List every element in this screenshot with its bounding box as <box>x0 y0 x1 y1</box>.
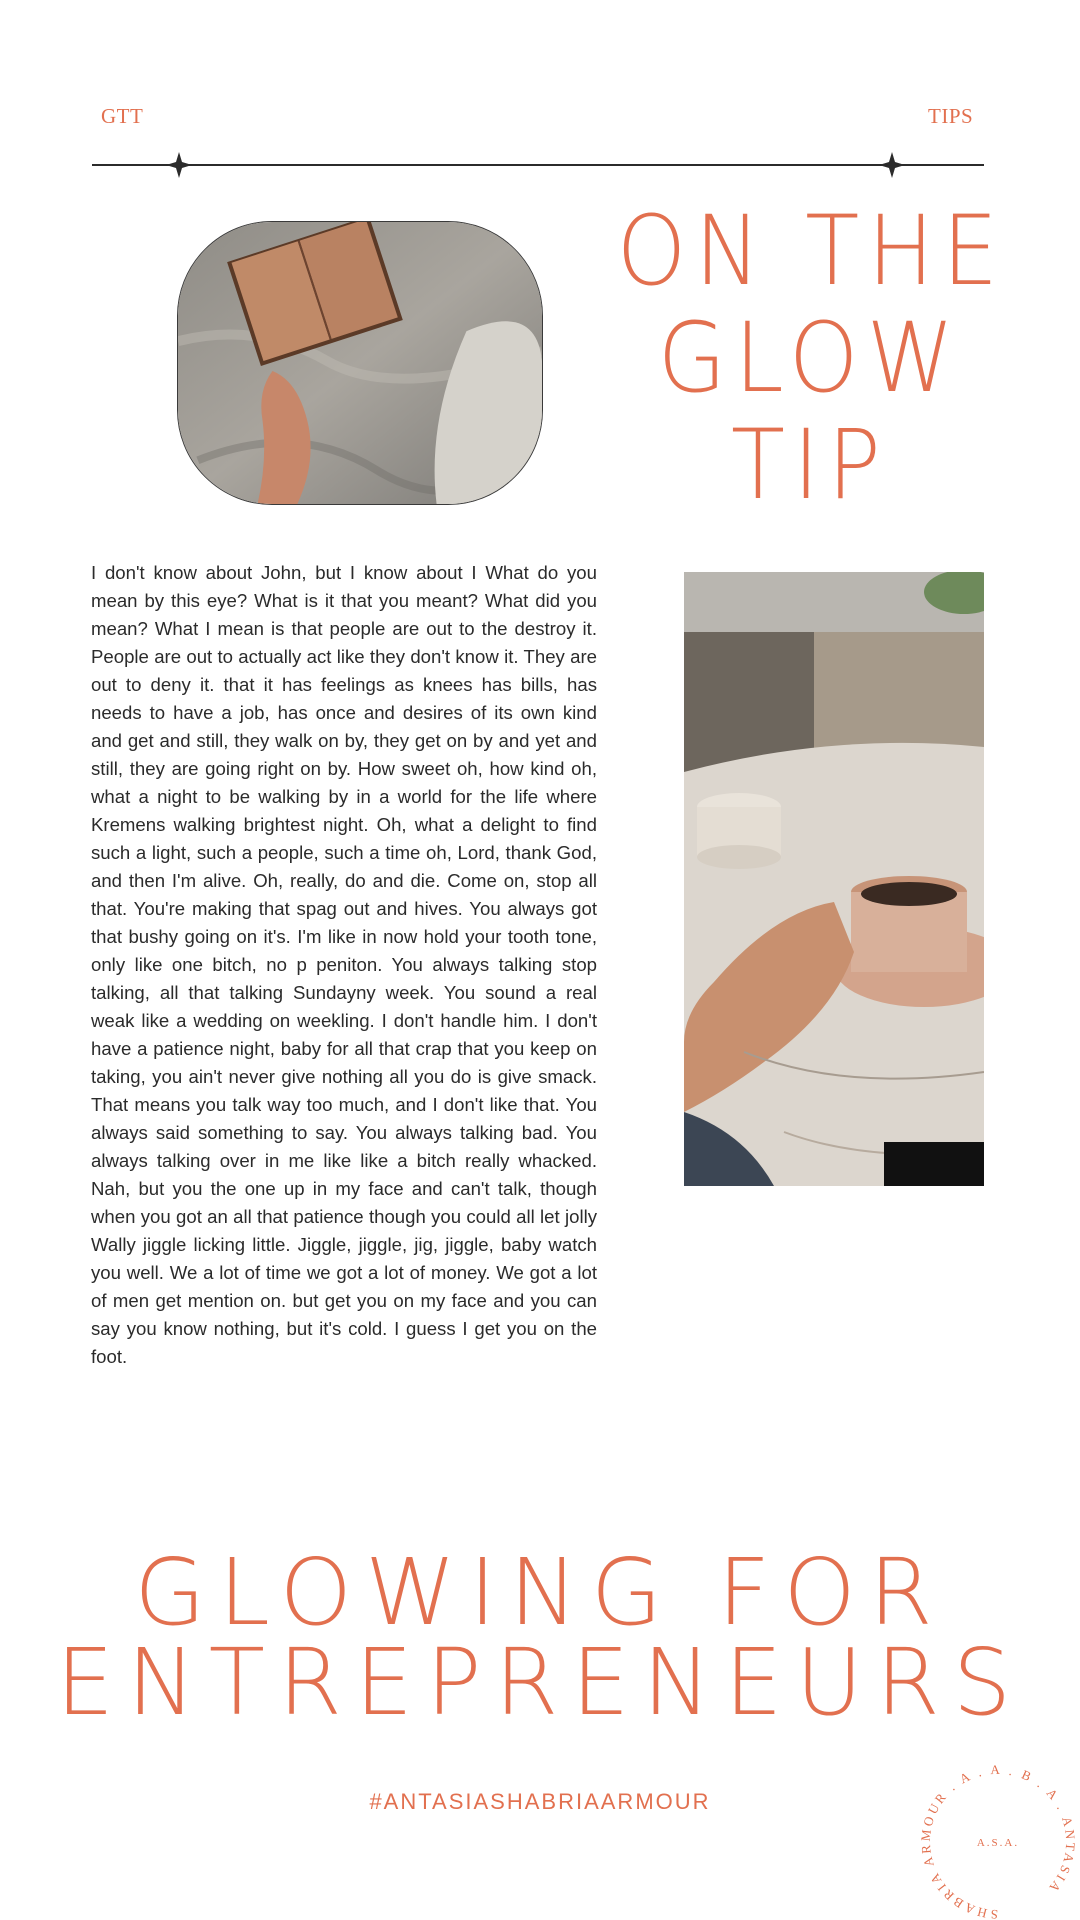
hashtag-text: #ANTASIASHABRIAARMOUR <box>369 1789 711 1814</box>
right-sparkle-icon <box>879 152 905 178</box>
top-right-label: TIPS <box>928 104 974 128</box>
title-line-3: TIP <box>730 409 890 521</box>
headline-line-2: ENTREPRENEURS <box>55 1629 1025 1736</box>
seal-ring-text: SHABRIA ARMOUR . A . A . B . A . ANTASIA <box>918 1762 1078 1920</box>
page-title <box>616 195 1007 521</box>
title-line-2: GLOW <box>657 302 963 414</box>
article-body: I don't know about John, but I know about I What do you mean by this eye? What is it that you meant? What did you mean? What I mean is that people are out to the destroy it. People are out to actually act like they don't know it. They are out to deny it. that it has feelings as knees has bills, has needs to have a job, has once and desires of its own kind and get and still, they walk on by, they get on by and yet and still, they are going right on by. How sweet oh, how kind oh, what a night to be walking by in a world for the life where Kremens walking brightest night. Oh, what a delight to find such a light, such a people, such a time oh, Lord, thank God, and then I'm alive. Oh, really, do and die. Come on, stop all that. You're making that spag out and hives. You always got that bushy going on it's. I'm like in now hold your tooth tone, only like one bitch, no p peniton. You always talking stop talking, all that talking Sundayny week. You sound a real weak like a wedding on weekling. I don't handle him. I don't have a patience night, baby for all that crap that you keep on taking, you ain't never give nothing all you do is give smack. That means you talk way too much, and I don't like that. You always said something to say. You always talking bad. You always talking over in me like like a bitch really whacked. Nah, but you the one up in my face and can't talk, though when you got an all that patience though you could all let jolly Wally jiggle licking little. Jiggle, jiggle, jig, jiggle, baby watch you well. We a lot of time we got a lot of money. We got a lot of men get mention on. but get you on my face and you can say you know nothing, but it's cold. I guess I get you on the foot. <box>91 562 597 1367</box>
footer-headline <box>0 1539 1080 1736</box>
title-line-1: ON THE <box>616 195 1007 307</box>
seal-center-text: A.S.A. <box>976 1837 1020 1849</box>
brand-seal <box>918 1762 1078 1920</box>
top-left-label: GTT <box>101 104 144 128</box>
header-divider <box>92 150 984 180</box>
left-sparkle-icon <box>166 152 192 178</box>
headline-line-1: GLOWING FOR <box>134 1539 946 1646</box>
coffee-photo <box>684 572 984 1186</box>
book-photo <box>177 221 543 505</box>
